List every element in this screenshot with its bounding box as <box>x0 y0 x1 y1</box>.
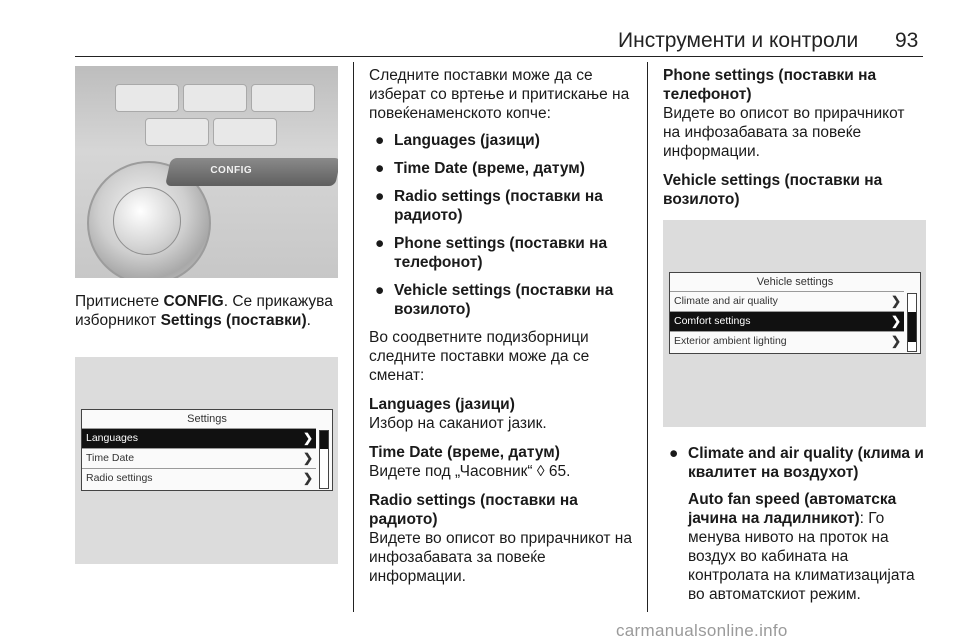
config-button <box>165 158 338 186</box>
list-item: ● Languages (јазици) <box>375 132 540 149</box>
chevron-right-icon: ❯ <box>890 294 901 308</box>
display-title: Vehicle settings <box>756 276 834 288</box>
scrollbar <box>319 430 329 489</box>
section-heading: Time Date (време, датум) <box>369 444 560 461</box>
vehicle-settings-list <box>663 444 925 482</box>
section-text: Видете во описот во прирачникот на инфозабавата за повеќе информации. <box>663 105 905 160</box>
settings-screen-figure <box>75 357 338 564</box>
bullet-icon: ● <box>375 282 385 299</box>
bullet-icon: ● <box>375 160 385 177</box>
bullet-icon: ● <box>375 188 385 205</box>
chevron-right-icon: ❯ <box>890 314 901 328</box>
menu-row: Radio settings ❯ <box>82 468 316 488</box>
section-heading: Languages (јазици) <box>369 396 515 413</box>
section-text: Избор на саканиот јазик. <box>369 415 547 432</box>
list-item: ● Phone settings (поставки на телефонот) <box>375 235 608 271</box>
section-heading: Phone settings (поставки на телефонот) <box>663 67 877 103</box>
chevron-right-icon: ❯ <box>302 431 313 445</box>
chevron-right-icon: ❯ <box>890 334 901 348</box>
intro-text: Следните поставки може да се изберат со вртење и притискање на повеќенаменското копче: <box>369 67 630 122</box>
chevron-right-icon: ❯ <box>302 471 313 485</box>
section-heading: Vehicle settings (поставки на возилото) <box>663 172 883 208</box>
col3-list <box>663 444 925 604</box>
vehicle-settings-screen-figure <box>663 220 926 427</box>
config-instruction: Притиснете CONFIG. Се прикажува изборникот Settings (поставки). <box>75 293 333 329</box>
knob-center <box>113 187 181 255</box>
display-title: Settings <box>187 413 227 425</box>
list-item: ● Climate and air quality (клима и квалитет на воздухот) <box>669 445 924 481</box>
list-item: ● Vehicle settings (поставки на возилото) <box>375 282 614 318</box>
menu-row: Exterior ambient lighting ❯ <box>670 331 904 351</box>
settings-list <box>369 131 639 319</box>
config-button-photo <box>75 66 338 278</box>
menu-row: Climate and air quality ❯ <box>670 291 904 311</box>
page-title: Инструменти и контроли <box>618 29 859 52</box>
vehicle-settings-display <box>669 272 921 354</box>
section-text: Видете во описот во прирачникот на инфозабавата за повеќе информации. <box>369 530 632 585</box>
list-item: ● Time Date (време, датум) <box>375 160 585 177</box>
page-header <box>0 0 960 56</box>
section-heading: Radio settings (поставки на радиото) <box>369 492 578 528</box>
scrollbar <box>907 293 917 352</box>
header-rule <box>75 56 923 57</box>
list-item: ● Radio settings (поставки на радиото) <box>375 188 603 224</box>
watermark: carmanualsonline.info <box>616 621 788 640</box>
col1-text <box>75 292 343 330</box>
bullet-icon: ● <box>375 132 385 149</box>
col3-text <box>663 66 925 209</box>
col2-text <box>369 66 639 586</box>
section-text: Видете под „Часовник“ ◊ 65. <box>369 463 571 480</box>
control-buttons <box>115 84 325 144</box>
submenu-intro: Во соодветните подизборници следните поставки може да се сменат: <box>369 329 590 384</box>
settings-display <box>81 409 333 491</box>
sub-item-text: Auto fan speed (автоматска јачина на ладилникот): Го менува нивото на проток на воздух во кабината на контролата на климатизацијата во автоматскиот режим. <box>688 491 915 603</box>
page-number: 93 <box>895 29 919 52</box>
column-divider <box>647 62 648 612</box>
menu-row: Languages ❯ <box>82 428 316 448</box>
menu-row: Comfort settings ❯ <box>670 311 904 331</box>
bullet-icon: ● <box>375 235 385 252</box>
chevron-right-icon: ❯ <box>302 451 313 465</box>
config-button-label: CONFIG <box>210 165 253 176</box>
menu-row: Time Date ❯ <box>82 448 316 468</box>
bullet-icon: ● <box>669 445 679 462</box>
column-divider <box>353 62 354 612</box>
